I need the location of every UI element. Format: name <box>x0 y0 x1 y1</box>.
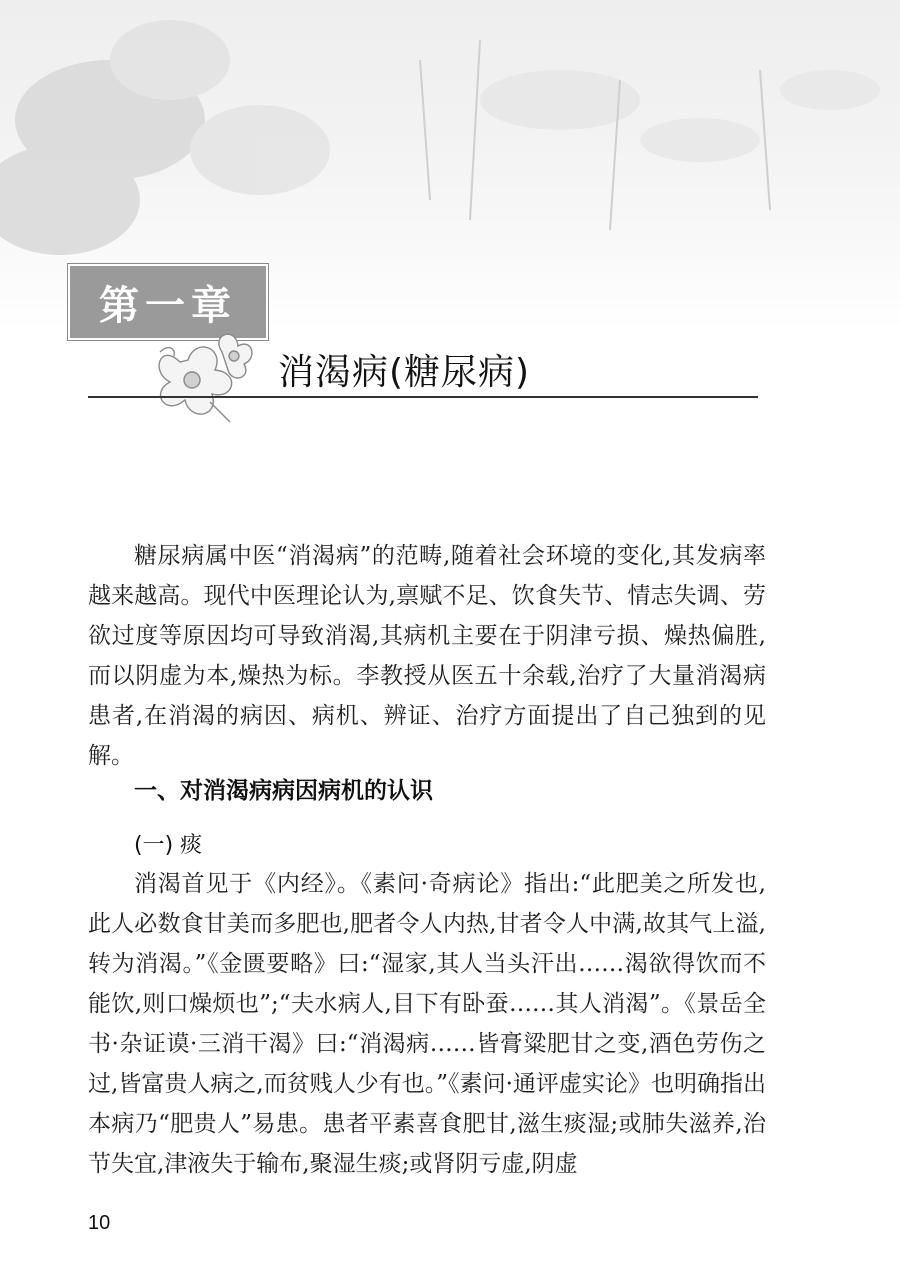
intro-block <box>88 536 766 776</box>
flower-illustration-icon <box>140 322 260 426</box>
section-paragraph: 消渴首见于《内经》。《素问·奇病论》指出:“此肥美之所发也,此人必数食甘美而多肥也,肥者令人内热,甘者令人中满,故其气上溢,转为消渴。”《金匮要略》曰:“湿家,其人当头汗出……渴欲得饮而不能饮,则口燥烦也”;“夫水病人,目下有卧蚕……其人消渴”。《景岳全书·杂证谟·三消干渴》曰:“消渴病……皆膏粱肥甘之变,酒色劳伤之过,皆富贵人病之,而贫贱人少有也。”《素问·通评虚实论》也明确指出本病乃“肥贵人”易患。患者平素喜食肥甘,滋生痰湿;或肺失滋养,治节失宜,津液失于输布,聚湿生痰;或肾阴亏虚,阴虚 <box>88 871 766 1177</box>
chapter-label: 第一章 <box>99 281 237 329</box>
title-divider <box>88 396 758 398</box>
subsection-heading: (一) 痰 <box>134 833 203 858</box>
page-number: 10 <box>88 1212 111 1234</box>
intro-paragraph: 糖尿病属中医“消渴病”的范畴,随着社会环境的变化,其发病率越来越高。现代中医理论认为,禀赋不足、饮食失节、情志失调、劳欲过度等原因均可导致消渴,其病机主要在于阴津亏损、燥热偏胜,而以阴虚为本,燥热为标。李教授从医五十余载,治疗了大量消渴病患者,在消渴的病因、病机、辨证、治疗方面提出了自己独到的见解。 <box>88 543 766 769</box>
section-heading: 一、对消渴病病因病机的认识 <box>134 778 433 804</box>
chapter-title: 消渴病(糖尿病) <box>278 352 531 393</box>
section-block <box>88 864 766 1184</box>
